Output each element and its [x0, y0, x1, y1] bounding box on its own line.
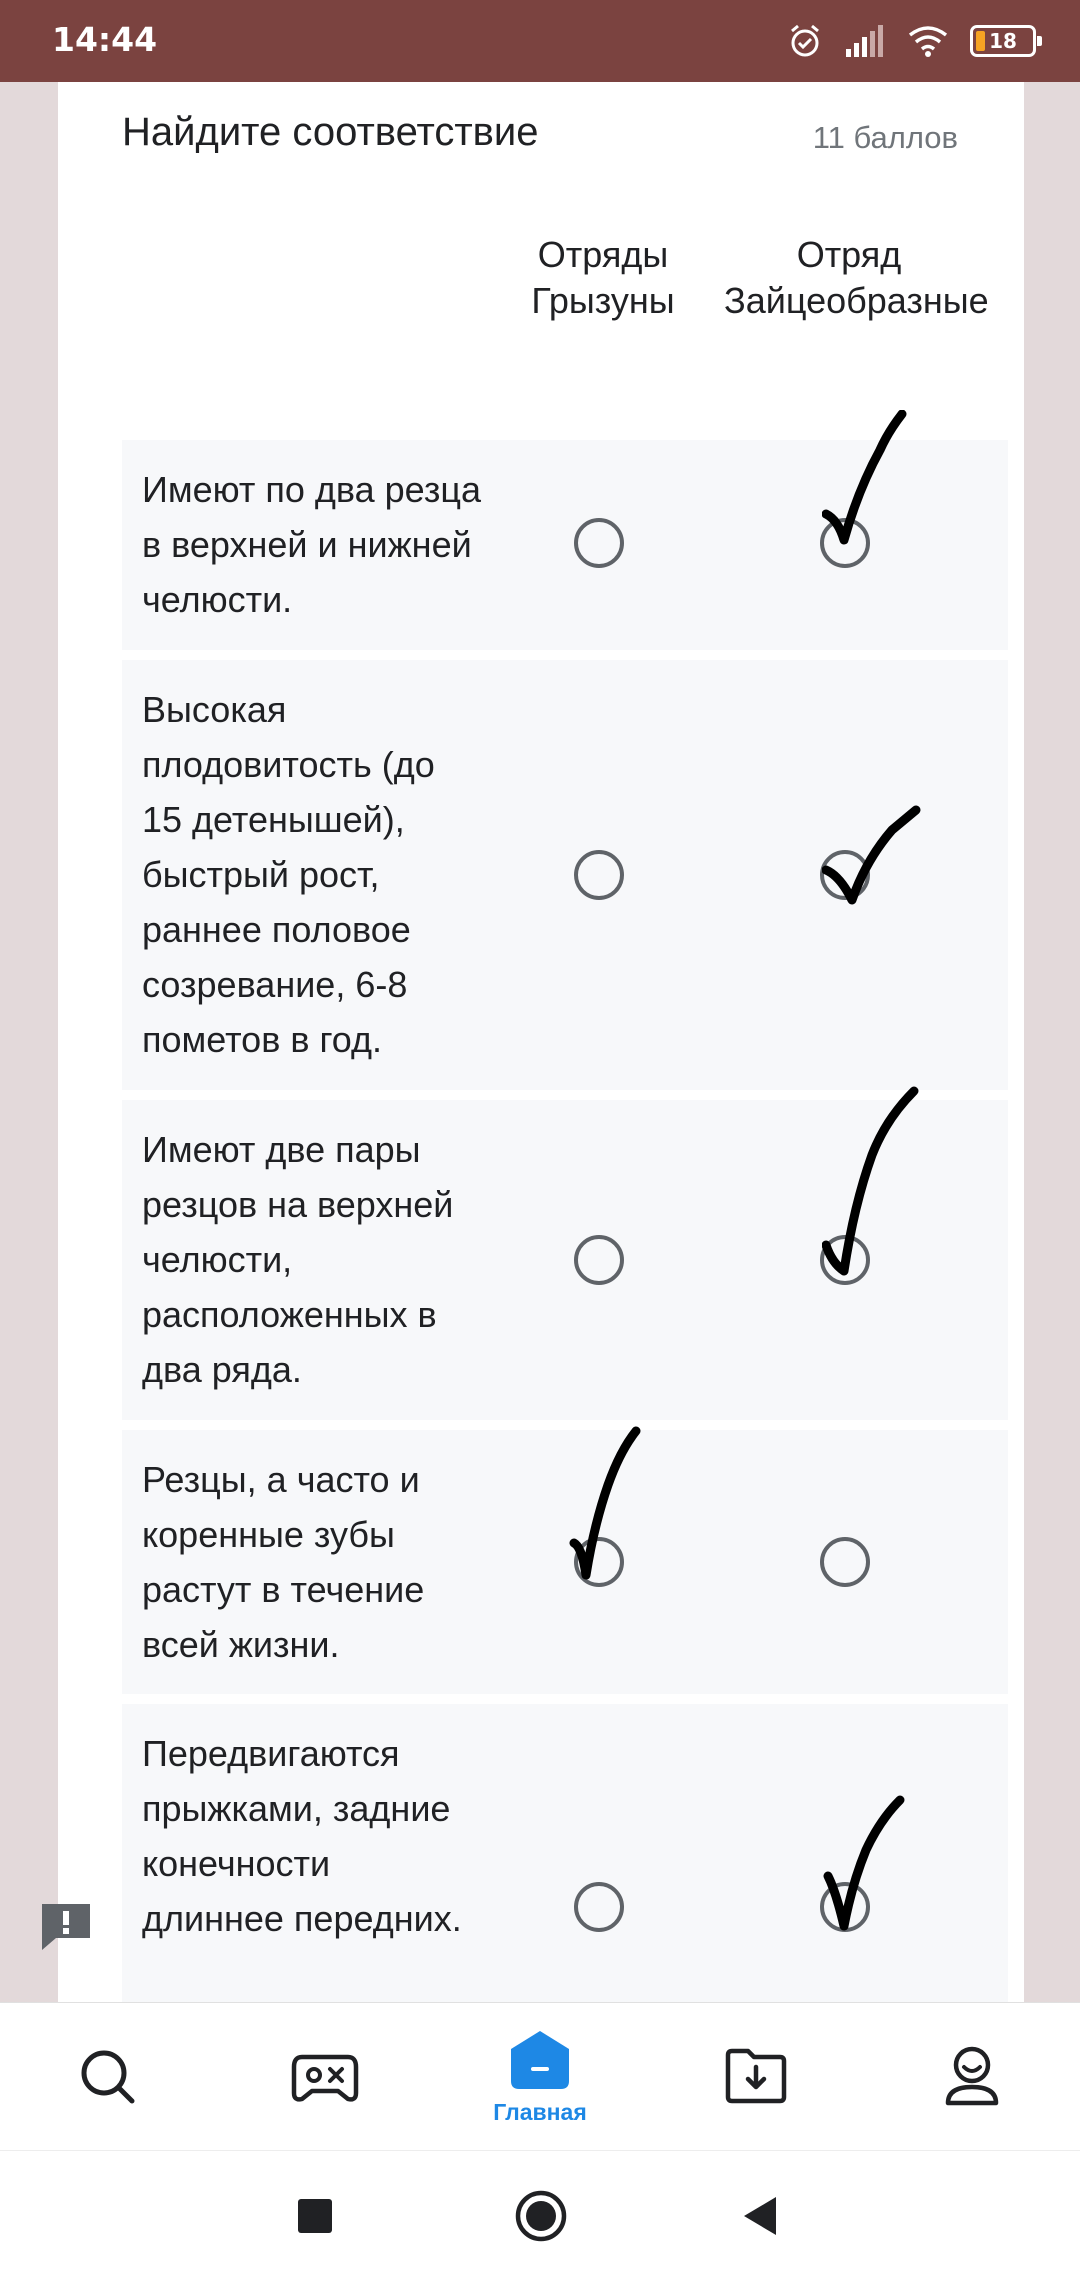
home-icon — [509, 2029, 571, 2091]
column-header-1-line1: Отряды — [537, 234, 669, 275]
grid-row-1 — [122, 440, 1008, 650]
column-header-1-line2: Грызуны — [531, 280, 675, 321]
search-icon — [78, 2047, 138, 2107]
radio-row5-rodents[interactable] — [574, 1882, 624, 1932]
alarm-icon — [788, 23, 822, 59]
system-navigation-bar — [0, 2150, 1080, 2280]
choice-grid — [122, 232, 1008, 2002]
nav-item-profile[interactable] — [912, 2003, 1032, 2151]
question-card — [58, 82, 1024, 2002]
grid-row-5 — [122, 1704, 1008, 2002]
row-label-3: Имеют две пары резцов на верхней челюсти, расположенных в два ряда. — [142, 1129, 454, 1390]
radio-row1-lagomorphs[interactable] — [820, 518, 870, 568]
radio-row3-rodents[interactable] — [574, 1235, 624, 1285]
question-points: 11 баллов — [812, 120, 958, 155]
row-label-1: Имеют по два резца в верхней и нижней челюсти. — [142, 469, 482, 620]
bottom-navigation — [0, 2002, 1080, 2150]
status-bar — [0, 0, 1080, 82]
radio-row4-lagomorphs[interactable] — [820, 1537, 870, 1587]
profile-icon — [944, 2045, 1000, 2107]
row-label-2: Высокая плодовитость (до 15 детенышей), быстрый рост, раннее половое созревание, 6-8 пометов в год. — [142, 689, 435, 1060]
battery-icon — [970, 25, 1036, 57]
grid-row-3 — [122, 1100, 1008, 1420]
grid-row-4 — [122, 1430, 1008, 1694]
column-header-2-line1: Отряд — [796, 234, 902, 275]
feedback-icon — [38, 1898, 94, 1954]
row-label-5: Передвигаются прыжками, задние конечности длиннее передних. — [142, 1733, 462, 1939]
home-button[interactable] — [514, 2189, 568, 2243]
feedback-button[interactable] — [38, 1898, 94, 1954]
battery-level: 18 — [989, 29, 1017, 53]
radio-row2-rodents[interactable] — [574, 850, 624, 900]
question-title: Найдите соответствие — [122, 110, 539, 154]
nav-item-games[interactable] — [264, 2003, 384, 2151]
row-label-4: Резцы, а часто и коренные зубы растут в течение всей жизни. — [142, 1459, 425, 1665]
radio-row1-rodents[interactable] — [574, 518, 624, 568]
download-folder-icon — [724, 2047, 788, 2105]
nav-item-home[interactable] — [480, 2003, 600, 2151]
grid-row-2 — [122, 660, 1008, 1090]
column-header-2-line2: Зайцеобразные — [724, 280, 989, 321]
radio-row5-lagomorphs[interactable] — [820, 1882, 870, 1932]
back-button[interactable] — [742, 2195, 778, 2237]
radio-row3-lagomorphs[interactable] — [820, 1235, 870, 1285]
nav-label-home: Главная — [493, 2099, 587, 2125]
radio-row4-rodents[interactable] — [574, 1537, 624, 1587]
column-header-2 — [724, 232, 989, 324]
recents-button[interactable] — [298, 2199, 332, 2233]
radio-row2-lagomorphs[interactable] — [820, 850, 870, 900]
nav-item-search[interactable] — [48, 2003, 168, 2151]
column-header-1 — [478, 232, 728, 324]
status-time: 14:44 — [52, 20, 158, 59]
gamepad-icon — [290, 2049, 360, 2105]
wifi-icon — [908, 25, 948, 57]
signal-icon — [844, 25, 886, 57]
nav-item-downloads[interactable] — [696, 2003, 816, 2151]
